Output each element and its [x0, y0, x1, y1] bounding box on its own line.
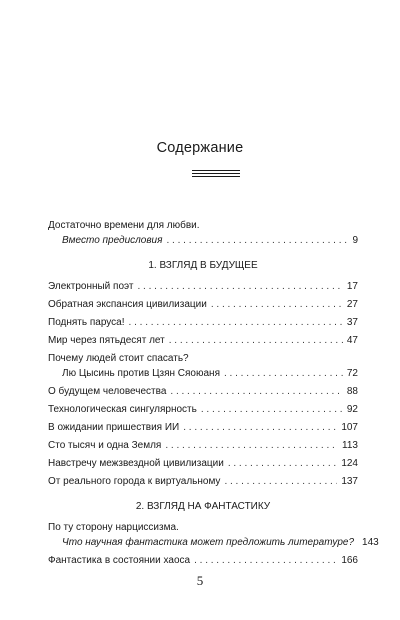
toc-entry: [48, 315, 358, 330]
leader-dots: [165, 438, 338, 453]
toc-entry-subtitle: Лю Цысинь против Цзян Сяоюаня: [62, 368, 220, 379]
toc-entry-title: Навстречу межзвездной цивилизации: [48, 458, 224, 469]
toc-entry-two-line: [48, 351, 358, 381]
toc-entry-title: Почему людей стоит спасать?: [48, 353, 189, 364]
toc-entry-two-line: [48, 520, 379, 550]
toc-page-number: 37: [346, 317, 358, 328]
leader-dots: [166, 233, 348, 248]
toc-entry: [48, 279, 358, 294]
section-heading-1: 1. ВЗГЛЯД В БУДУЩЕЕ: [148, 260, 258, 271]
toc-entry-title: По ту сторону нарциссизма.: [48, 522, 179, 533]
toc-page-number: 113: [342, 440, 358, 451]
toc-page-number: 17: [346, 281, 358, 292]
toc-page-number: 166: [341, 555, 358, 566]
toc-entry-title: От реального города к виртуальному: [48, 476, 221, 487]
toc-page-number: 92: [346, 404, 358, 415]
table-of-contents: [48, 218, 379, 571]
toc-page-number: 143: [362, 537, 379, 548]
toc-page-number: 27: [346, 299, 358, 310]
toc-entry-title: Электронный поэт: [48, 281, 134, 292]
leader-dots: [183, 420, 337, 435]
toc-page-number: 72: [346, 368, 358, 379]
toc-entry: [48, 474, 358, 489]
toc-entry: [48, 438, 358, 453]
leader-dots: [169, 333, 343, 348]
toc-entry-title: Обратная экспансия цивилизации: [48, 299, 207, 310]
page-number: 5: [196, 573, 204, 588]
toc-page-number: 107: [341, 422, 358, 433]
toc-entry: [48, 553, 358, 568]
title-ornament: [192, 170, 240, 179]
toc-page-number: 9: [352, 235, 358, 246]
leader-dots: [224, 474, 337, 489]
toc-entry-title: Достаточно времени для любви.: [48, 220, 200, 231]
toc-entry-title: В ожидании пришествия ИИ: [48, 422, 180, 433]
leader-dots: [194, 553, 337, 568]
leader-dots: [137, 279, 342, 294]
toc-entry: [48, 333, 358, 348]
toc-entry-title: Сто тысяч и одна Земля: [48, 440, 162, 451]
leader-dots: [224, 366, 343, 381]
toc-page-number: 88: [346, 386, 358, 397]
leader-dots: [201, 402, 343, 417]
toc-entry-title: О будущем человечества: [48, 386, 167, 397]
toc-entry-title: Фантастика в состоянии хаоса: [48, 555, 191, 566]
toc-entry: [48, 402, 358, 417]
leader-dots: [228, 456, 338, 471]
toc-page-number: 124: [341, 458, 358, 469]
toc-page-number: 47: [346, 335, 358, 346]
toc-entry: [48, 456, 358, 471]
toc-entry-preface: [48, 218, 358, 248]
leader-dots: [170, 384, 342, 399]
toc-entry: [48, 384, 358, 399]
toc-entry-subtitle: Что научная фантастика может предложить литературе?: [62, 537, 355, 548]
leader-dots: [129, 315, 343, 330]
toc-entry: [48, 297, 358, 312]
toc-entry-title: Поднять паруса!: [48, 317, 125, 328]
toc-page-number: 137: [341, 476, 358, 487]
toc-entry-title: Технологическая сингулярность: [48, 404, 197, 415]
section-heading-2: 2. ВЗГЛЯД НА ФАНТАСТИКУ: [135, 501, 271, 512]
toc-entry-subtitle: Вместо предисловия: [62, 235, 163, 246]
toc-entry: [48, 420, 358, 435]
page-title: Содержание: [156, 140, 244, 156]
leader-dots: [211, 297, 343, 312]
toc-entry-title: Мир через пятьдесят лет: [48, 335, 165, 346]
